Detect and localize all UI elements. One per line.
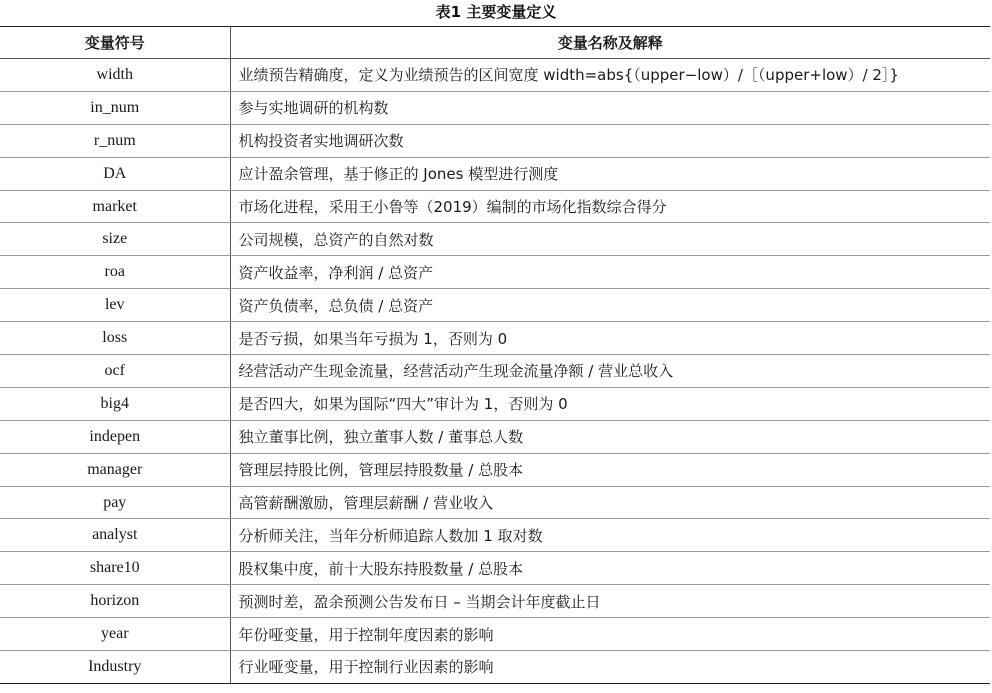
table-row (0, 486, 990, 519)
variable-definition: 是否四大，如果为国际“四大”审计为 1，否则为 0 (230, 387, 990, 420)
column-header-definition: 变量名称及解释 (230, 27, 990, 59)
variable-definition: 应计盈余管理，基于修正的 Jones 模型进行测度 (230, 157, 990, 190)
variable-symbol: in_num (0, 91, 230, 124)
table-row (0, 190, 990, 223)
table-row (0, 124, 990, 157)
table-row (0, 91, 990, 124)
variable-definition: 分析师关注，当年分析师追踪人数加 1 取对数 (230, 519, 990, 552)
variable-definition: 年份哑变量，用于控制年度因素的影响 (230, 618, 990, 651)
table-row (0, 322, 990, 355)
table-caption: 表1 主要变量定义 (435, 3, 557, 21)
variable-symbol: width (0, 59, 230, 92)
variable-symbol: DA (0, 157, 230, 190)
variable-symbol: size (0, 223, 230, 256)
table-row (0, 157, 990, 190)
variable-definition: 经营活动产生现金流量，经营活动产生现金流量净额 / 营业总收入 (230, 355, 990, 388)
variable-definition: 股权集中度，前十大股东持股数量 / 总股本 (230, 552, 990, 585)
variable-definition: 独立董事比例，独立董事人数 / 董事总人数 (230, 420, 990, 453)
variable-symbol: horizon (0, 585, 230, 618)
table-header-row (0, 27, 990, 59)
variable-symbol: pay (0, 486, 230, 519)
variable-definition: 高管薪酬激励，管理层薪酬 / 营业收入 (230, 486, 990, 519)
column-header-symbol: 变量符号 (0, 27, 230, 59)
variable-definition: 资产收益率，净利润 / 总资产 (230, 256, 990, 289)
variable-symbol: market (0, 190, 230, 223)
variable-symbol: analyst (0, 519, 230, 552)
variable-symbol: manager (0, 453, 230, 486)
table-row (0, 585, 990, 618)
variable-definition: 业绩预告精确度，定义为业绩预告的区间宽度 width=abs{（upper−low）/［（upper+low）/ 2］} (230, 59, 990, 92)
table-row (0, 355, 990, 388)
variable-definition: 市场化进程，采用王小鲁等（2019）编制的市场化指数综合得分 (230, 190, 990, 223)
variable-symbol: Industry (0, 651, 230, 684)
variable-definition: 公司规模，总资产的自然对数 (230, 223, 990, 256)
variable-symbol: loss (0, 322, 230, 355)
variable-symbol: r_num (0, 124, 230, 157)
variable-definition: 管理层持股比例，管理层持股数量 / 总股本 (230, 453, 990, 486)
table-row (0, 552, 990, 585)
table-row (0, 453, 990, 486)
table-row (0, 618, 990, 651)
variable-definition: 参与实地调研的机构数 (230, 91, 990, 124)
variable-definition: 行业哑变量，用于控制行业因素的影响 (230, 651, 990, 684)
table-row (0, 289, 990, 322)
variable-definition-table (0, 26, 990, 684)
variable-definition: 预测时差，盈余预测公告发布日 – 当期会计年度截止日 (230, 585, 990, 618)
variable-symbol: indepen (0, 420, 230, 453)
variable-symbol: lev (0, 289, 230, 322)
variable-definition: 资产负债率，总负债 / 总资产 (230, 289, 990, 322)
variable-symbol: big4 (0, 387, 230, 420)
table-row (0, 387, 990, 420)
table-row (0, 59, 990, 92)
variable-definition: 是否亏损，如果当年亏损为 1，否则为 0 (230, 322, 990, 355)
table-row (0, 651, 990, 684)
variable-symbol: year (0, 618, 230, 651)
table-row (0, 420, 990, 453)
table-row (0, 223, 990, 256)
table-body (0, 59, 990, 684)
variable-symbol: share10 (0, 552, 230, 585)
table-row (0, 256, 990, 289)
table-row (0, 519, 990, 552)
variable-symbol: ocf (0, 355, 230, 388)
variable-definition: 机构投资者实地调研次数 (230, 124, 990, 157)
variable-symbol: roa (0, 256, 230, 289)
